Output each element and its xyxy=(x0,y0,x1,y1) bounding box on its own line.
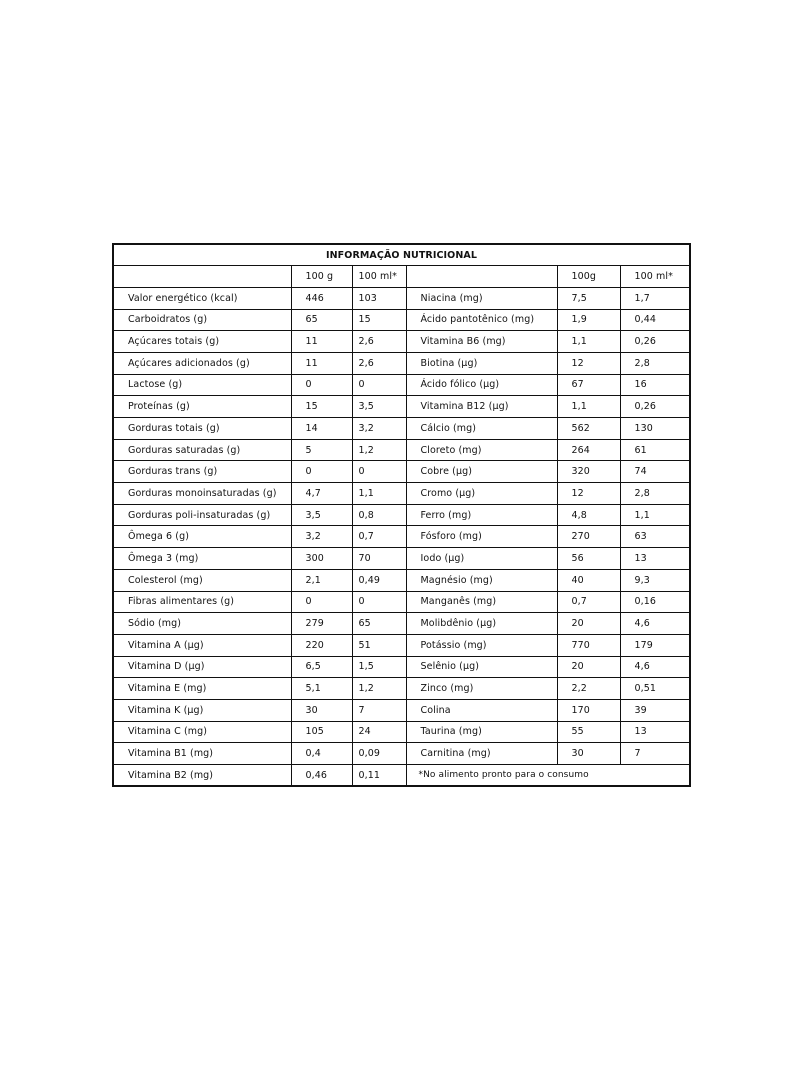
value-left-100g: 15 xyxy=(291,396,352,418)
nutrient-name-right: Cobre (μg) xyxy=(406,461,557,483)
value-left-100g: 0,4 xyxy=(291,743,352,765)
value-left-100ml: 1,1 xyxy=(352,483,406,505)
table-row xyxy=(113,656,690,678)
value-left-100g: 220 xyxy=(291,634,352,656)
value-left-100g: 0,46 xyxy=(291,765,352,787)
nutrient-name-right: Potássio (mg) xyxy=(406,634,557,656)
value-left-100ml: 15 xyxy=(352,309,406,331)
nutrient-name-left: Gorduras poli-insaturadas (g) xyxy=(113,504,291,526)
nutrient-name-left: Vitamina A (μg) xyxy=(113,634,291,656)
value-right-100g: 7,5 xyxy=(557,287,620,309)
table-row xyxy=(113,483,690,505)
value-right-100g: 770 xyxy=(557,634,620,656)
value-right-100g: 20 xyxy=(557,656,620,678)
table-row xyxy=(113,374,690,396)
value-left-100ml: 1,5 xyxy=(352,656,406,678)
nutrient-name-left: Valor energético (kcal) xyxy=(113,287,291,309)
table-row xyxy=(113,396,690,418)
value-right-100ml: 1,7 xyxy=(620,287,690,309)
table-row xyxy=(113,699,690,721)
nutrient-name-left: Colesterol (mg) xyxy=(113,569,291,591)
value-left-100ml: 0,09 xyxy=(352,743,406,765)
nutrient-name-left: Lactose (g) xyxy=(113,374,291,396)
value-left-100ml: 0,8 xyxy=(352,504,406,526)
title-row xyxy=(113,244,690,266)
nutrient-name-right: Biotina (μg) xyxy=(406,352,557,374)
value-right-100g: 12 xyxy=(557,483,620,505)
nutrient-name-right: Iodo (μg) xyxy=(406,548,557,570)
nutrient-name-right: Molibdênio (μg) xyxy=(406,613,557,635)
header-row xyxy=(113,266,690,288)
value-left-100ml: 1,2 xyxy=(352,439,406,461)
nutrient-name-left: Vitamina D (μg) xyxy=(113,656,291,678)
nutrient-name-right: Cloreto (mg) xyxy=(406,439,557,461)
value-right-100ml: 9,3 xyxy=(620,569,690,591)
nutrient-name-left: Ômega 3 (mg) xyxy=(113,548,291,570)
nutrient-name-left: Gorduras trans (g) xyxy=(113,461,291,483)
value-left-100g: 6,5 xyxy=(291,656,352,678)
value-right-100g: 40 xyxy=(557,569,620,591)
value-right-100g: 2,2 xyxy=(557,678,620,700)
value-right-100ml: 0,51 xyxy=(620,678,690,700)
value-right-100ml: 61 xyxy=(620,439,690,461)
value-left-100g: 0 xyxy=(291,591,352,613)
table-title: INFORMAÇÃO NUTRICIONAL xyxy=(113,244,690,266)
nutrient-name-right: Magnésio (mg) xyxy=(406,569,557,591)
value-left-100ml: 103 xyxy=(352,287,406,309)
nutrient-name-left: Carboidratos (g) xyxy=(113,309,291,331)
value-left-100ml: 7 xyxy=(352,699,406,721)
value-right-100g: 67 xyxy=(557,374,620,396)
nutrient-name-right: Taurina (mg) xyxy=(406,721,557,743)
nutrient-name-right: Cálcio (mg) xyxy=(406,418,557,440)
value-right-100g: 1,9 xyxy=(557,309,620,331)
value-left-100g: 446 xyxy=(291,287,352,309)
value-right-100ml: 63 xyxy=(620,526,690,548)
table-row xyxy=(113,439,690,461)
nutrient-name-left: Açúcares totais (g) xyxy=(113,331,291,353)
nutrient-name-left: Gorduras monoinsaturadas (g) xyxy=(113,483,291,505)
header-right-100g: 100g xyxy=(557,266,620,288)
value-left-100g: 2,1 xyxy=(291,569,352,591)
value-left-100ml: 0,7 xyxy=(352,526,406,548)
nutrient-name-left: Vitamina C (mg) xyxy=(113,721,291,743)
value-left-100g: 3,5 xyxy=(291,504,352,526)
value-right-100ml: 2,8 xyxy=(620,483,690,505)
footnote: *No alimento pronto para o consumo xyxy=(406,765,690,787)
value-right-100ml: 179 xyxy=(620,634,690,656)
value-right-100ml: 4,6 xyxy=(620,613,690,635)
nutrition-facts-table xyxy=(112,243,691,787)
nutrient-name-left: Vitamina E (mg) xyxy=(113,678,291,700)
table-row xyxy=(113,743,690,765)
value-right-100g: 55 xyxy=(557,721,620,743)
table-row xyxy=(113,591,690,613)
table-row xyxy=(113,765,690,787)
value-left-100g: 3,2 xyxy=(291,526,352,548)
nutrient-name-right: Fósforo (mg) xyxy=(406,526,557,548)
nutrient-name-right: Ácido fólico (μg) xyxy=(406,374,557,396)
nutrient-name-right: Carnitina (mg) xyxy=(406,743,557,765)
table-row xyxy=(113,331,690,353)
value-right-100g: 56 xyxy=(557,548,620,570)
table-row xyxy=(113,504,690,526)
nutrient-name-left: Sódio (mg) xyxy=(113,613,291,635)
value-left-100g: 11 xyxy=(291,331,352,353)
table-row xyxy=(113,569,690,591)
value-right-100g: 320 xyxy=(557,461,620,483)
value-right-100g: 264 xyxy=(557,439,620,461)
nutrient-name-left: Gorduras saturadas (g) xyxy=(113,439,291,461)
value-right-100ml: 16 xyxy=(620,374,690,396)
value-right-100g: 1,1 xyxy=(557,331,620,353)
value-left-100g: 5,1 xyxy=(291,678,352,700)
value-right-100ml: 7 xyxy=(620,743,690,765)
value-left-100g: 5 xyxy=(291,439,352,461)
value-left-100ml: 1,2 xyxy=(352,678,406,700)
value-right-100ml: 74 xyxy=(620,461,690,483)
value-left-100g: 0 xyxy=(291,461,352,483)
table-row xyxy=(113,613,690,635)
table-row xyxy=(113,461,690,483)
value-left-100ml: 65 xyxy=(352,613,406,635)
header-right-100ml: 100 ml* xyxy=(620,266,690,288)
value-right-100ml: 0,26 xyxy=(620,396,690,418)
value-right-100ml: 13 xyxy=(620,721,690,743)
header-empty-right xyxy=(406,266,557,288)
nutrient-name-left: Ômega 6 (g) xyxy=(113,526,291,548)
nutrient-name-left: Proteínas (g) xyxy=(113,396,291,418)
value-right-100g: 170 xyxy=(557,699,620,721)
value-right-100ml: 0,44 xyxy=(620,309,690,331)
nutrient-name-left: Fibras alimentares (g) xyxy=(113,591,291,613)
value-right-100g: 20 xyxy=(557,613,620,635)
table-row xyxy=(113,418,690,440)
nutrient-name-right: Niacina (mg) xyxy=(406,287,557,309)
value-left-100ml: 0 xyxy=(352,591,406,613)
value-left-100g: 0 xyxy=(291,374,352,396)
nutrient-name-right: Manganês (mg) xyxy=(406,591,557,613)
nutrient-name-left: Vitamina B1 (mg) xyxy=(113,743,291,765)
value-left-100g: 11 xyxy=(291,352,352,374)
value-right-100ml: 4,6 xyxy=(620,656,690,678)
value-right-100ml: 39 xyxy=(620,699,690,721)
value-right-100ml: 0,16 xyxy=(620,591,690,613)
nutrient-name-left: Gorduras totais (g) xyxy=(113,418,291,440)
value-left-100ml: 2,6 xyxy=(352,352,406,374)
value-left-100g: 279 xyxy=(291,613,352,635)
value-left-100ml: 2,6 xyxy=(352,331,406,353)
value-right-100ml: 130 xyxy=(620,418,690,440)
value-left-100ml: 70 xyxy=(352,548,406,570)
table-row xyxy=(113,678,690,700)
table-row xyxy=(113,352,690,374)
value-left-100ml: 0,49 xyxy=(352,569,406,591)
value-left-100g: 14 xyxy=(291,418,352,440)
value-left-100g: 30 xyxy=(291,699,352,721)
header-left-100ml: 100 ml* xyxy=(352,266,406,288)
value-right-100ml: 0,26 xyxy=(620,331,690,353)
nutrient-name-left: Vitamina K (μg) xyxy=(113,699,291,721)
value-left-100ml: 3,2 xyxy=(352,418,406,440)
header-empty-left xyxy=(113,266,291,288)
value-left-100g: 105 xyxy=(291,721,352,743)
nutrient-name-right: Zinco (mg) xyxy=(406,678,557,700)
value-left-100g: 65 xyxy=(291,309,352,331)
value-right-100g: 1,1 xyxy=(557,396,620,418)
value-right-100g: 0,7 xyxy=(557,591,620,613)
table-row xyxy=(113,526,690,548)
table-row xyxy=(113,721,690,743)
value-right-100g: 30 xyxy=(557,743,620,765)
value-left-100g: 300 xyxy=(291,548,352,570)
table-row xyxy=(113,634,690,656)
value-left-100ml: 0 xyxy=(352,374,406,396)
value-right-100ml: 1,1 xyxy=(620,504,690,526)
nutrient-name-right: Ácido pantotênico (mg) xyxy=(406,309,557,331)
table-row xyxy=(113,548,690,570)
value-left-100ml: 0 xyxy=(352,461,406,483)
value-left-100ml: 51 xyxy=(352,634,406,656)
value-right-100g: 12 xyxy=(557,352,620,374)
value-right-100ml: 2,8 xyxy=(620,352,690,374)
value-left-100ml: 3,5 xyxy=(352,396,406,418)
value-right-100ml: 13 xyxy=(620,548,690,570)
value-left-100ml: 24 xyxy=(352,721,406,743)
nutrient-name-left: Vitamina B2 (mg) xyxy=(113,765,291,787)
table-row xyxy=(113,309,690,331)
nutrient-name-right: Ferro (mg) xyxy=(406,504,557,526)
nutrient-name-left: Açúcares adicionados (g) xyxy=(113,352,291,374)
value-right-100g: 270 xyxy=(557,526,620,548)
table-row xyxy=(113,287,690,309)
nutrient-name-right: Cromo (μg) xyxy=(406,483,557,505)
nutrient-name-right: Colina xyxy=(406,699,557,721)
header-left-100g: 100 g xyxy=(291,266,352,288)
value-right-100g: 4,8 xyxy=(557,504,620,526)
nutrient-name-right: Vitamina B6 (mg) xyxy=(406,331,557,353)
value-right-100g: 562 xyxy=(557,418,620,440)
value-left-100ml: 0,11 xyxy=(352,765,406,787)
nutrient-name-right: Vitamina B12 (μg) xyxy=(406,396,557,418)
nutrient-name-right: Selênio (μg) xyxy=(406,656,557,678)
value-left-100g: 4,7 xyxy=(291,483,352,505)
